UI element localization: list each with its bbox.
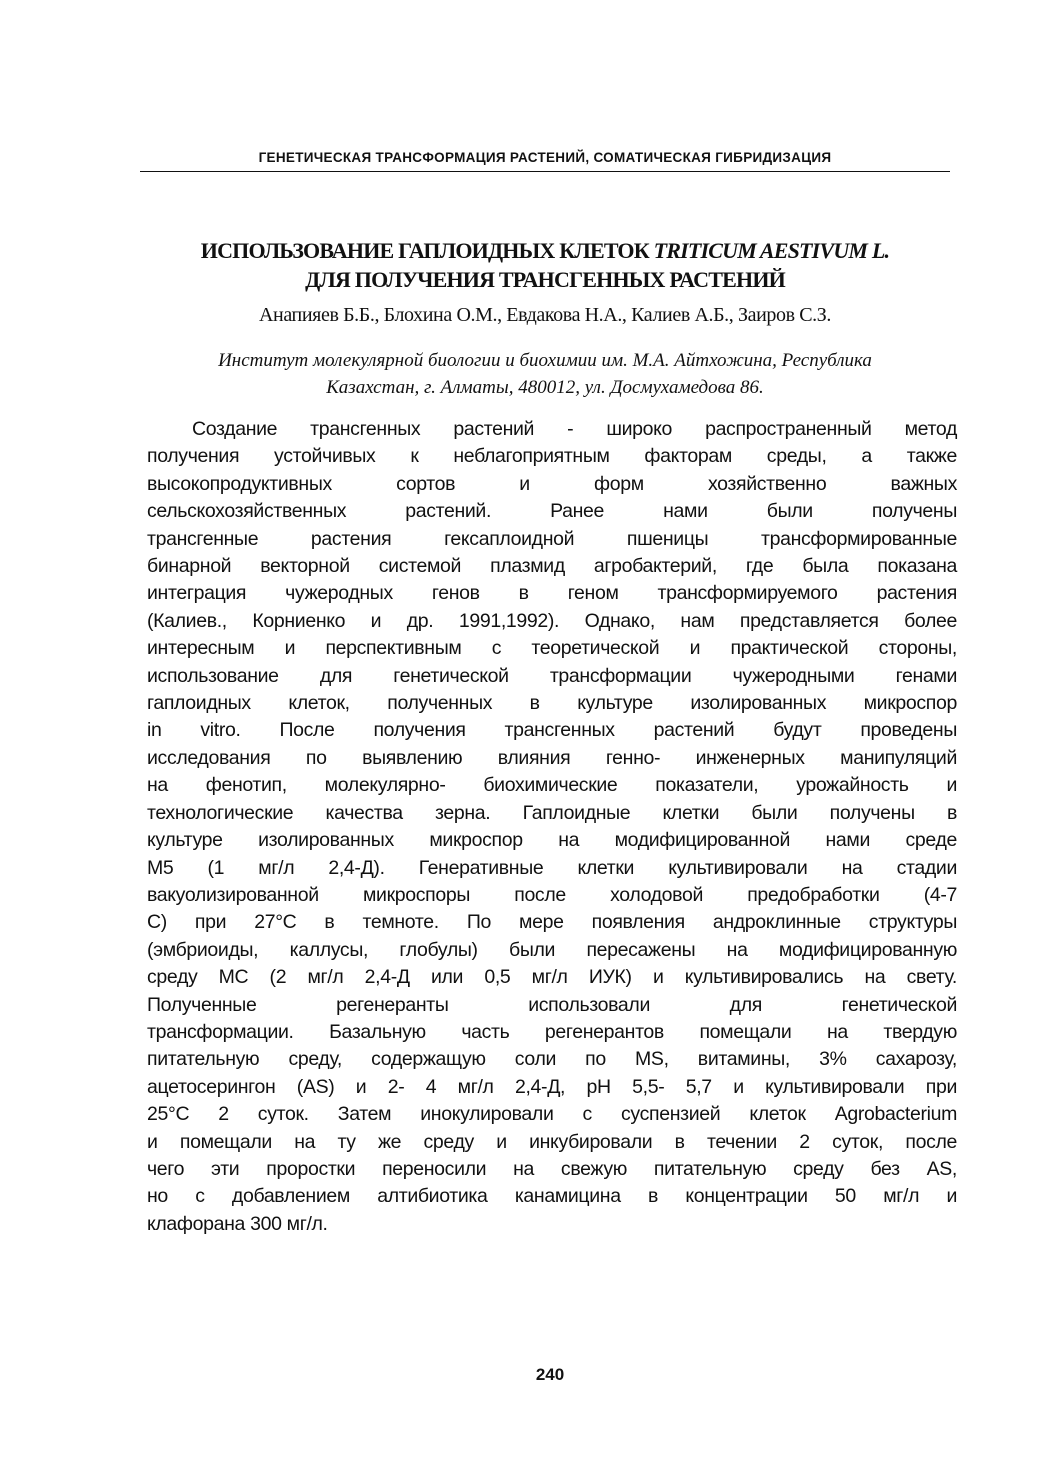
body-line: бинарной векторной системой плазмид агробактерий, где была показана [147, 555, 957, 578]
body-line: технологические качества зерна. Гаплоидные клетки были получены в [147, 801, 957, 824]
body-line: вакуолизированной микроспоры после холодовой предобработки (4-7 [147, 883, 957, 906]
affiliation-line: Институт молекулярной биологии и биохимии им. М.А. Айтхожина, Республика [218, 350, 872, 371]
body-line: (эмбриоиды, каллусы, глобулы) были пересажены на модифицированную [147, 938, 957, 961]
body-line: среду МС (2 мг/л 2,4-Д или 0,5 мг/л ИУК) и культивировались на свету. [147, 966, 957, 989]
body-line: исследования по выявлению влияния генно- инженерных манипуляций [147, 746, 957, 769]
affiliation-line: Казахстан, г. Алматы, 480012, ул. Досмухамедова 86. [326, 377, 764, 398]
body-line: гаплоидных клеток, полученных в культуре изолированных микроспор [147, 692, 957, 715]
body-line: интересным и перспективным с теоретической и практической стороны, [147, 637, 957, 660]
title-line-2: ДЛЯ ПОЛУЧЕНИЯ ТРАНСГЕННЫХ РАСТЕНИЙ [305, 267, 785, 292]
body-line: но с добавлением алтибиотика канамицина в концентрации 50 мг/л и [147, 1185, 957, 1208]
body-line: интеграция чужеродных генов в геном трансформируемого растения [147, 582, 957, 605]
body-line: М5 (1 мг/л 2,4-Д). Генеративные клетки культивировали на стадии [147, 856, 957, 879]
body-line: чего эти проростки переносили на свежую питательную среду без AS, [147, 1157, 957, 1180]
body-line: культуре изолированных микроспор на модифицированной нами среде [147, 829, 957, 852]
body-line: использование для генетической трансформации чужеродными генами [147, 664, 957, 687]
body-line: трансгенные растения гексаплоидной пшеницы трансформированные [147, 527, 957, 550]
body-line: трансформации. Базальную часть регенерантов помещали на твердую [147, 1020, 957, 1043]
body-line: получения устойчивых к неблагоприятным факторам среды, а также [147, 445, 957, 468]
body-line: высокопродуктивных сортов и форм хозяйственно важных [147, 472, 957, 495]
body-line: Полученные регенеранты использовали для генетической [147, 993, 957, 1016]
body-line: и помещали на ту же среду и инкубировали в течении 2 суток, после [147, 1130, 957, 1153]
body-line: на фенотип, молекулярно- биохимические показатели, урожайность и [147, 774, 957, 797]
running-head: ГЕНЕТИЧЕСКАЯ ТРАНСФОРМАЦИЯ РАСТЕНИЙ, СОМАТИЧЕСКАЯ ГИБРИДИЗАЦИЯ [258, 150, 832, 165]
page-number: 240 [535, 1365, 565, 1384]
authors: Анапияев Б.Б., Блохина О.М., Евдакова Н.А., Калиев А.Б., Заиров С.З. [259, 304, 831, 326]
body-line: 25°С 2 суток. Затем инокулировали с суспензией клеток Agrobacterium [147, 1103, 957, 1126]
title-species-name: TRITICUM AESTIVUM L. [653, 238, 890, 263]
body-paragraph [147, 416, 957, 1238]
affiliation [110, 347, 980, 401]
body-line: сельскохозяйственных растений. Ранее нами были получены [147, 500, 957, 523]
running-head-rule [140, 171, 950, 172]
body-line: С) при 27°С в темноте. По мере появления андроклинные структуры [147, 911, 957, 934]
body-line: ацетосерингон (AS) и 2- 4 мг/л 2,4-Д, рН 5,5- 5,7 и культивировали при [147, 1075, 957, 1098]
body-line: in vitro. После получения трансгенных растений будут проведены [147, 719, 957, 742]
body-line: питательную среду, содержащую соли по MS, витамины, 3% сахарозу, [147, 1048, 957, 1071]
body-line: клафорана 300 мг/л. [147, 1212, 328, 1235]
article-title [110, 236, 980, 294]
body-line: Создание трансгенных растений - широко распространенный метод [192, 418, 957, 440]
title-line-1 [110, 236, 980, 265]
title-line-1-prefix: ИСПОЛЬЗОВАНИЕ ГАПЛОИДНЫХ КЛЕТОК [200, 238, 654, 263]
body-line: (Калиев., Корниенко и др. 1991,1992). Однако, нам представляется более [147, 609, 957, 632]
